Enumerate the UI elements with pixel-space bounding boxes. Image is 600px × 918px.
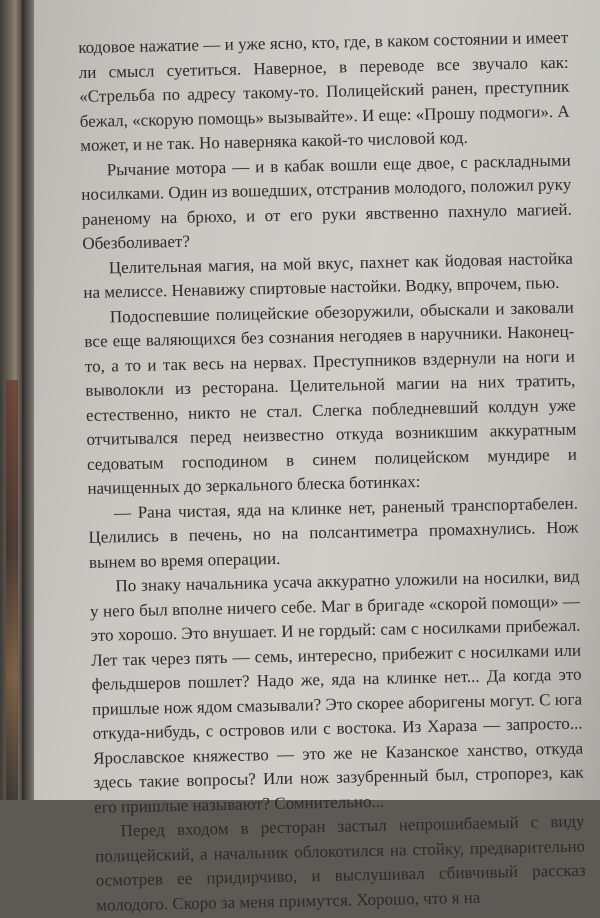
paragraph-4: Подоспевшие полицейские обезоружили, обыскали и заковали все еще валяющихся без сознания негодяев в наручники. Наконец-то, а то и так весь на нервах. Преступников вздернули на ноги и выволокли из ресторана. Целительной магии на них тратить, естественно, никто не стал. Слегка побледневший колдун уже отчитывался перед неизвестно откуда возникшим аккуратным седоватым господином в синем полицейском мундире и начищенных до зеркального блеска ботинках: xyxy=(84,297,578,498)
paragraph-6: По знаку начальника усача аккуратно уложили на носилки, вид у него был вполне ничего себе. Маг в бригаде «скорой помощи» — это хорошо. Это внушает. И не гордый: сам с носилками прибежал. Лет так через пять — семь, интересно, прибежит с носилками или фельдшеров пошлет? Надо же, яда на клинке нет... Да когда это пришлые нож ядом смазывали? Это скорее аборигены могут. С юга откуда-нибудь, с островов или с востока. Из Хараза — запросто... Ярославское княжество — это же не Казанское ханство, откуда здесь такие вопросы? Или нож зазубренный был, стропорез, как его пришлые называют? Сомнительно... xyxy=(89,566,584,817)
book-edge xyxy=(0,0,22,800)
book-page xyxy=(34,0,600,915)
paragraph-1: кодовое нажатие — и уже ясно, кто, где, в каком состоянии и имеет ли смысл суетиться. Наверное, в переводе все звучало как: «Стрельба по адресу такому-то. Полицейский ранен, преступник бежал, «скорую помощь» вызывайте». И еще: «Прошу подмоги». А может, и не так. Но наверняка какой-то числовой код. xyxy=(78,27,570,155)
page-text xyxy=(78,26,586,918)
paragraph-2: Рычание мотора — и в кабак вошли еще двое, с раскладными носилками. Один из вошедших, отстранив молодого, положил руку раненому на брюхо, и от его руки явственно пахнуло магией. Обезболивает? xyxy=(81,150,572,253)
paragraph-3: Целительная магия, на мой вкус, пахнет как йодовая настойка на мелиссе. Ненавижу спиртовые настойки. Водку, впрочем, пью. xyxy=(83,248,573,302)
paragraph-7: Перед входом в ресторан застыл непрошибаемый с виду полицейский, а начальник облокотился на стойку, предварительно осмотрев ее придирчиво, и выслушивал сбивчивый рассказ молодого. Скоро за меня примутся. Хорошо, что я на xyxy=(94,811,586,915)
paragraph-5: — Рана чистая, яда на клинке нет, раненый транспортабелен. Целились в печень, но на полсантиметра промахнулись. Нож вынем во время операции. xyxy=(88,493,579,572)
